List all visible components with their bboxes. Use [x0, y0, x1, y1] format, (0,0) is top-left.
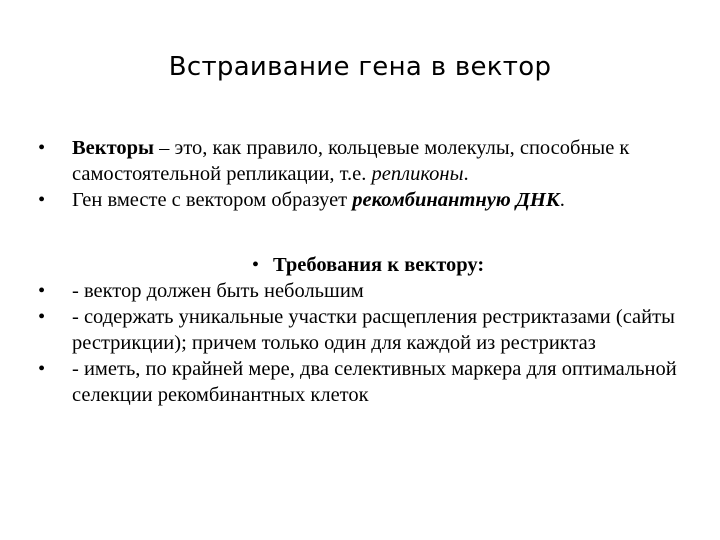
vectors-definition-end: . — [463, 163, 469, 185]
recombinant-text: Ген вместе с вектором образует — [72, 189, 353, 211]
bullet-icon: • — [38, 306, 46, 328]
replicons-term: репликоны — [371, 163, 464, 185]
bullet-icon: • — [38, 280, 46, 302]
page-title: Встраивание гена в вектор — [168, 52, 552, 82]
requirement-text: - иметь, по крайней мере, два селективных маркера для оптимальной селекции рекомбинантных клеток — [72, 358, 677, 406]
recombinant-text-end: . — [559, 189, 565, 211]
bullet-icon: • — [38, 358, 46, 380]
bullet-icon: • — [38, 189, 46, 211]
vectors-definition: – это, как правило, кольцевые молекулы, способные к самостоятельной репликации, т.е. — [72, 137, 630, 185]
intro-section — [38, 135, 698, 213]
requirement-text: - содержать уникальные участки расщепления рестриктазами (сайты рестрикции); причем только один для каждой из рестриктаз — [72, 306, 675, 354]
requirement-item — [38, 356, 698, 408]
vectors-term: Векторы — [72, 137, 155, 159]
requirement-text: - вектор должен быть небольшим — [72, 280, 364, 302]
intro-item-vectors — [38, 135, 698, 187]
requirement-item — [38, 278, 698, 304]
requirement-item — [38, 304, 698, 356]
intro-item-recombinant — [38, 187, 698, 213]
requirements-heading-text: Требования к вектору: — [273, 254, 485, 276]
requirements-heading — [38, 252, 698, 278]
recombinant-dna-term: рекомбинантную ДНК — [352, 189, 560, 211]
bullet-icon: • — [251, 254, 259, 276]
bullet-icon: • — [38, 137, 46, 159]
requirements-section — [38, 252, 698, 408]
